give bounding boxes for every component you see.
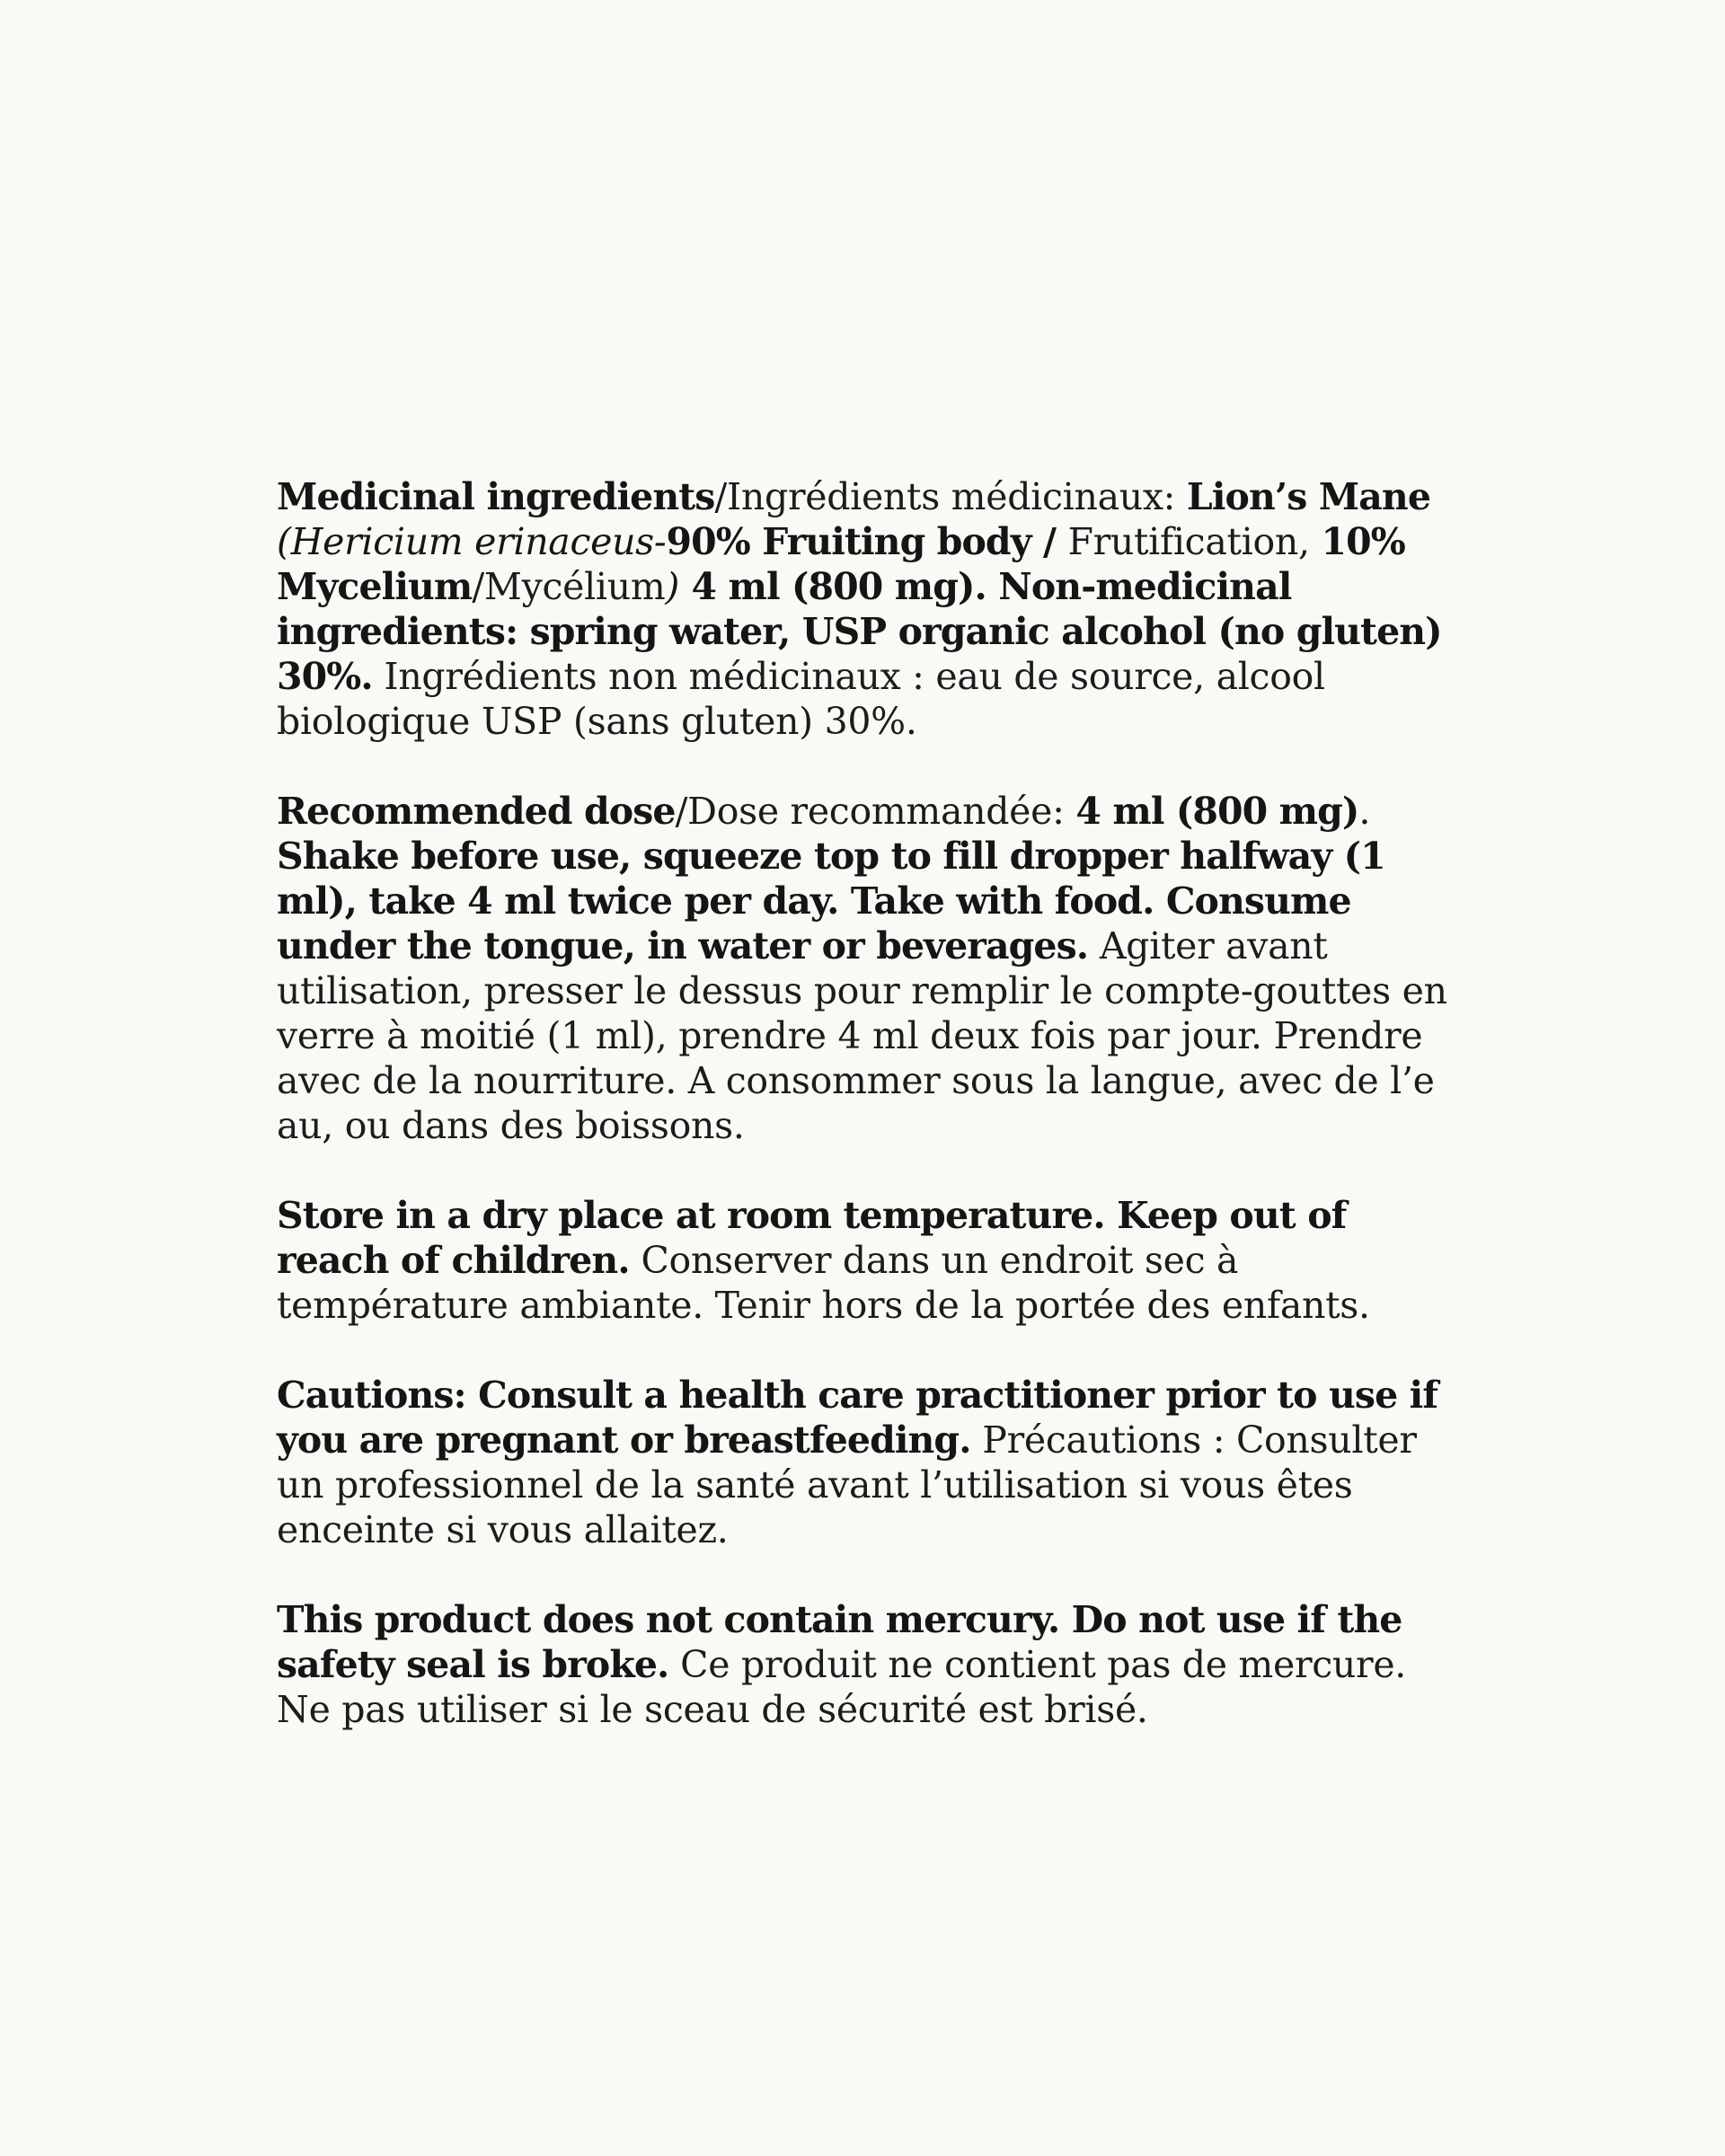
cautions-paragraph [277,1373,1463,1552]
mycelium-percent: 10% Mycelium [277,520,1405,608]
non-medicinal-ingredients-en: 4 ml (800 mg). Non-medicinal ingredients: spring water, USP organic alcohol (no gluten) 30%. [277,565,1442,698]
medicinal-ingredients-heading: Medicinal ingredients [277,475,715,518]
dose-directions-en: Shake before use, squeeze top to fill dropper halfway (1 ml), take 4 ml twice per day. Take with food. Consume under the tongue, in water or beverages. [277,835,1385,968]
label-text-block [277,474,1463,1732]
recommended-dose-paragraph [277,789,1463,1148]
mercury-safety-fr: Ce produit ne contient pas de mercure. Ne pas utiliser si le sceau de sécurité est brisé. [277,1643,1407,1731]
dose-separator: . [1358,790,1371,833]
cautions-en: Cautions: Consult a health care practitioner prior to use if you are pregnant or breastfeeding. [277,1374,1438,1462]
fruiting-body-fr: Frutification, [1067,520,1322,563]
medicinal-ingredients-heading-fr: /Ingrédients médicinaux: [714,475,1187,518]
ingredient-name: Lion’s Mane [1186,475,1431,518]
fruiting-body-percent: 90% Fruiting body / [666,520,1068,563]
ingredient-latin-name: (Hericium erinaceus- [277,520,667,563]
medicinal-ingredients-paragraph [277,474,1463,744]
non-medicinal-ingredients-fr: Ingrédients non médicinaux : eau de source, alcool biologique USP (sans gluten) 30%. [277,655,1325,743]
recommended-dose-heading: Recommended dose [277,790,676,833]
storage-en: Store in a dry place at room temperature. Keep out of reach of children. [277,1194,1347,1282]
cautions-fr: Précautions : Consulter un professionnel de la santé avant l’utilisation si vous êtes enceinte si vous allaitez. [277,1418,1417,1551]
mercury-safety-paragraph [277,1597,1463,1732]
recommended-dose-heading-fr: /Dose recommandée: [675,790,1076,833]
mycelium-fr: /Mycélium [472,565,666,608]
storage-paragraph [277,1193,1463,1328]
storage-fr: Conserver dans un endroit sec à température ambiante. Tenir hors de la portée des enfants. [277,1239,1370,1327]
dose-directions-fr: Agiter avant utilisation, presser le dessus pour remplir le compte-gouttes en verre à moitié (1 ml), prendre 4 ml deux fois par jour. Prendre avec de la nourriture. A consommer sous la langue, avec de l’e au, ou dans des boissons. [277,924,1447,1147]
latin-name-close: ) [665,565,680,608]
mercury-safety-en: This product does not contain mercury. Do not use if the safety seal is broke. [277,1598,1402,1686]
dose-amount: 4 ml (800 mg) [1075,790,1359,833]
